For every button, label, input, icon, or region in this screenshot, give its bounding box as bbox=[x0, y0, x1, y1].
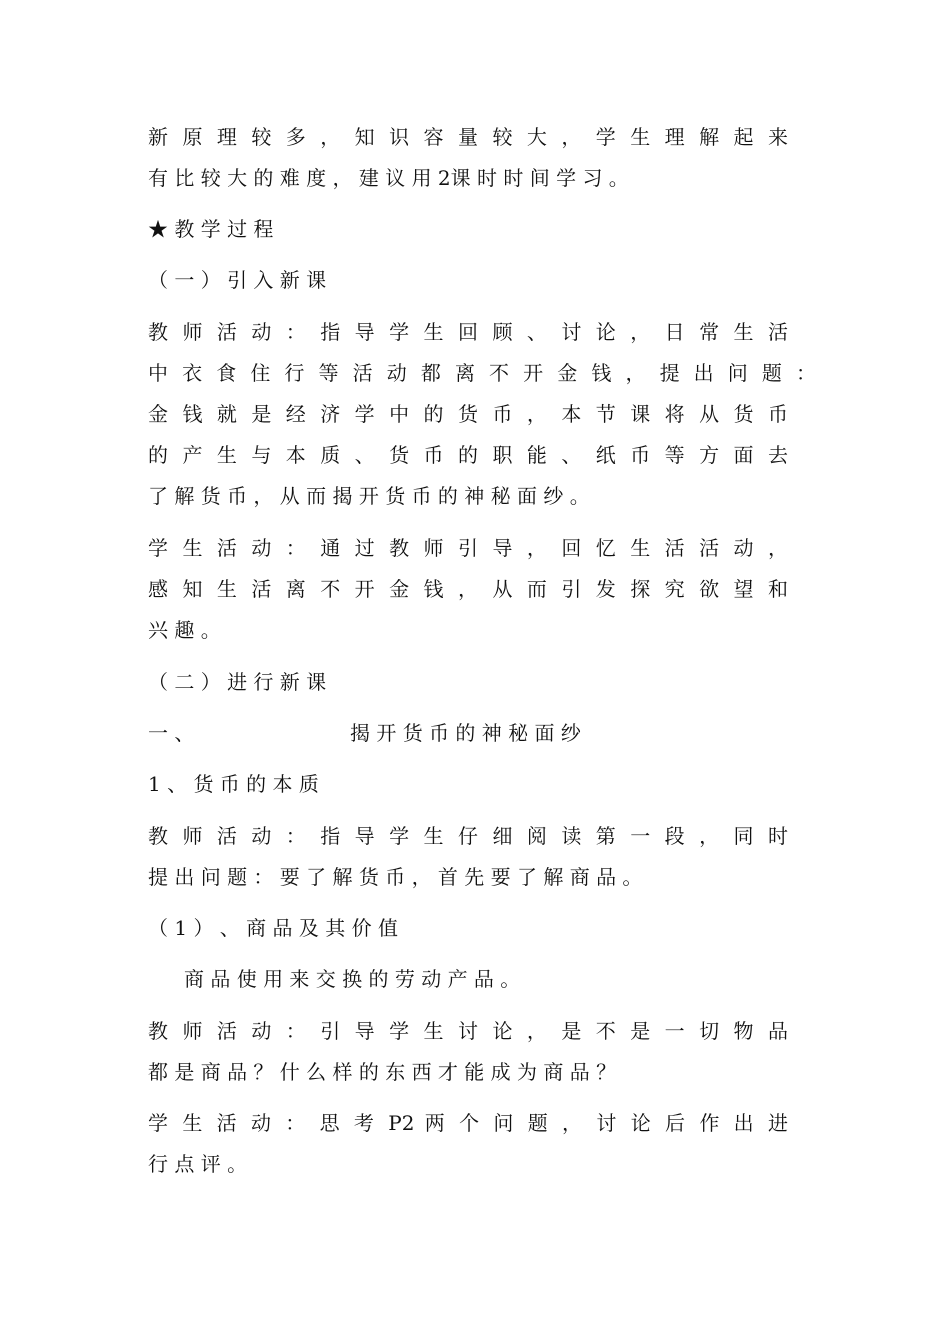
paragraph-line: 行 点 评 。 bbox=[148, 1152, 248, 1176]
paragraph-line: 兴 趣 。 bbox=[148, 618, 221, 642]
paragraph-line: 提 出 问 题 ： 要 了 解 货 币 ， 首 先 要 了 解 商 品 。 bbox=[148, 865, 643, 889]
chapter-number: 一 、 bbox=[148, 721, 195, 745]
paragraph-line: 的 产 生 与 本 质 、 货 币 的 职 能 、 纸 币 等 方 面 去 bbox=[148, 443, 788, 467]
paragraph-line: 感 知 生 活 离 不 开 金 钱 ， 从 而 引 发 探 究 欲 望 和 bbox=[148, 577, 788, 601]
section-heading: （ 一 ） 引 入 新 课 bbox=[148, 268, 327, 292]
paragraph-line: 新 原 理 较 多 ， 知 识 容 量 较 大 ， 学 生 理 解 起 来 bbox=[148, 125, 788, 149]
paragraph-line: 教 师 活 动 ： 指 导 学 生 回 顾 、 讨 论 ， 日 常 生 活 bbox=[148, 320, 788, 344]
heading-teaching-process: ★ 教 学 过 程 bbox=[148, 217, 274, 241]
chapter-title: 揭 开 货 币 的 神 秘 面 纱 bbox=[350, 721, 581, 745]
paragraph-line: 教 师 活 动 ： 指 导 学 生 仔 细 阅 读 第 一 段 ， 同 时 bbox=[148, 824, 788, 848]
paragraph-line: 金 钱 就 是 经 济 学 中 的 货 币 ， 本 节 课 将 从 货 币 bbox=[148, 402, 788, 426]
paragraph-line: 学 生 活 动 ： 通 过 教 师 引 导 ， 回 忆 生 活 活 动 ， bbox=[148, 536, 788, 560]
paragraph-line: 有 比 较 大 的 难 度 ， 建 议 用 2课 时 时 间 学 习 。 bbox=[148, 166, 629, 190]
paragraph-line: 中 衣 食 住 行 等 活 动 都 离 不 开 金 钱 ， 提 出 问 题 ： bbox=[148, 361, 816, 385]
subsection-heading: 1 、 货 币 的 本 质 bbox=[148, 772, 319, 796]
section-heading: （ 二 ） 进 行 新 课 bbox=[148, 670, 327, 694]
paragraph-line: 了 解 货 币 ， 从 而 揭 开 货 币 的 神 秘 面 纱 。 bbox=[148, 484, 590, 508]
paragraph-line: 教 师 活 动 ： 引 导 学 生 讨 论 ， 是 不 是 一 切 物 品 bbox=[148, 1019, 788, 1043]
definition-line: 商 品 使 用 来 交 换 的 劳 动 产 品 。 bbox=[184, 967, 521, 991]
paragraph-line: 都 是 商 品 ？ 什 么 样 的 东 西 才 能 成 为 商 品 ？ bbox=[148, 1060, 617, 1084]
subsection-heading: （ 1 ） 、 商 品 及 其 价 值 bbox=[148, 916, 398, 940]
paragraph-line: 学 生 活 动 ： 思 考 P2 两 个 问 题 ， 讨 论 后 作 出 进 bbox=[148, 1111, 788, 1135]
